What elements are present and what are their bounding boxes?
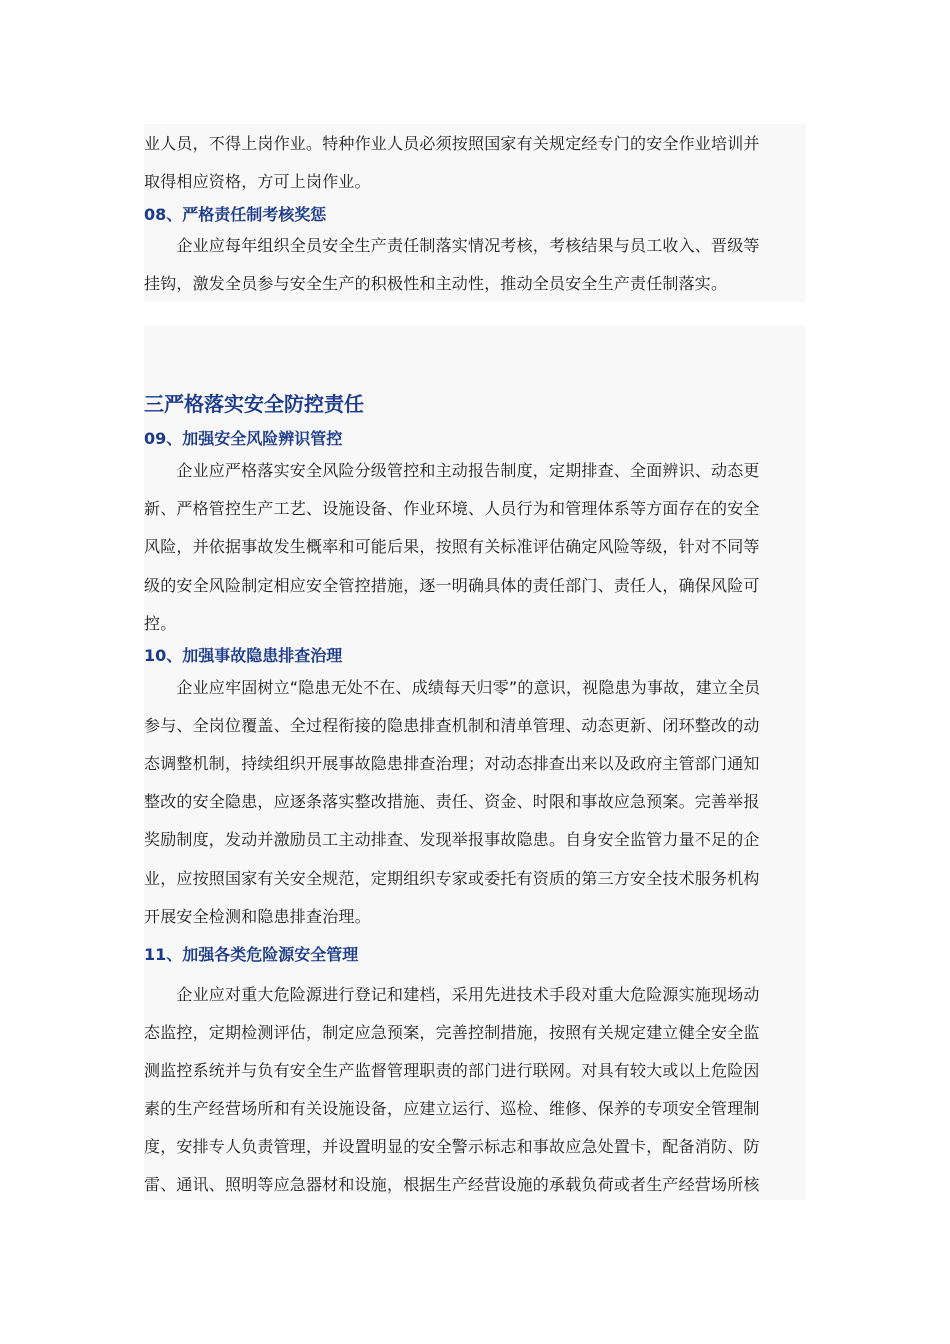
item-10-heading: 10、加强事故隐患排查治理 bbox=[144, 646, 343, 665]
paragraph-line: 雷、通讯、照明等应急器材和设施，根据生产经营设施的承载负荷或者生产经营场所核 bbox=[144, 1175, 760, 1194]
paragraph-line: 开展安全检测和隐患排查治理。 bbox=[144, 907, 371, 926]
paragraph-line: 整改的安全隐患，应逐条落实整改措施、责任、资金、时限和事故应急预案。完善举报 bbox=[144, 792, 760, 811]
section-3-title: 三严格落实安全防控责任 bbox=[144, 392, 364, 416]
item-08-heading: 08、严格责任制考核奖惩 bbox=[144, 205, 327, 224]
paragraph-line: 级的安全风险制定相应安全管控措施，逐一明确具体的责任部门、责任人，确保风险可 bbox=[144, 576, 760, 595]
paragraph-line: 企业应牢固树立“隐患无处不在、成绩每天归零”的意识，视隐患为事故，建立全员 bbox=[144, 678, 761, 697]
paragraph-line: 新、严格管控生产工艺、设施设备、作业环境、人员行为和管理体系等方面存在的安全 bbox=[144, 499, 760, 518]
paragraph-line: 挂钩，激发全员参与安全生产的积极性和主动性，推动全员安全生产责任制落实。 bbox=[144, 274, 728, 293]
paragraph-line: 业，应按照国家有关安全规范，定期组织专家或委托有资质的第三方安全技术服务机构 bbox=[144, 869, 760, 888]
top-text-block bbox=[144, 124, 806, 302]
paragraph-line: 测监控系统并与负有安全生产监督管理职责的部门进行联网。对具有较大或以上危险因 bbox=[144, 1061, 760, 1080]
paragraph-line: 企业应严格落实安全风险分级管控和主动报告制度，定期排查、全面辨识、动态更 bbox=[144, 461, 760, 480]
paragraph-line: 素的生产经营场所和有关设施设备，应建立运行、巡检、维修、保养的专项安全管理制 bbox=[144, 1099, 760, 1118]
paragraph-line: 态监控，定期检测评估，制定应急预案，完善控制措施，按照有关规定建立健全安全监 bbox=[144, 1023, 760, 1042]
paragraph-line: 度，安排专人负责管理，并设置明显的安全警示标志和事故应急处置卡，配备消防、防 bbox=[144, 1137, 760, 1156]
paragraph-line: 企业应每年组织全员安全生产责任制落实情况考核，考核结果与员工收入、晋级等 bbox=[144, 236, 760, 255]
paragraph-line: 奖励制度，发动并激励员工主动排查、发现举报事故隐患。自身安全监管力量不足的企 bbox=[144, 830, 760, 849]
section-3-block bbox=[144, 326, 806, 1200]
paragraph-line: 企业应对重大危险源进行登记和建档，采用先进技术手段对重大危险源实施现场动 bbox=[144, 985, 760, 1004]
paragraph-line: 态调整机制，持续组织开展事故隐患排查治理；对动态排查出来以及政府主管部门通知 bbox=[144, 754, 760, 773]
paragraph-line: 取得相应资格，方可上岗作业。 bbox=[144, 172, 371, 191]
paragraph-line: 业人员，不得上岗作业。特种作业人员必须按照国家有关规定经专门的安全作业培训并 bbox=[144, 134, 760, 153]
paragraph-line: 控。 bbox=[144, 614, 177, 633]
item-11-heading: 11、加强各类危险源安全管理 bbox=[144, 945, 359, 964]
paragraph-line: 风险，并依据事故发生概率和可能后果，按照有关标准评估确定风险等级，针对不同等 bbox=[144, 537, 760, 556]
item-09-heading: 09、加强安全风险辨识管控 bbox=[144, 429, 343, 448]
paragraph-line: 参与、全岗位覆盖、全过程衔接的隐患排查机制和清单管理、动态更新、闭环整改的动 bbox=[144, 716, 760, 735]
